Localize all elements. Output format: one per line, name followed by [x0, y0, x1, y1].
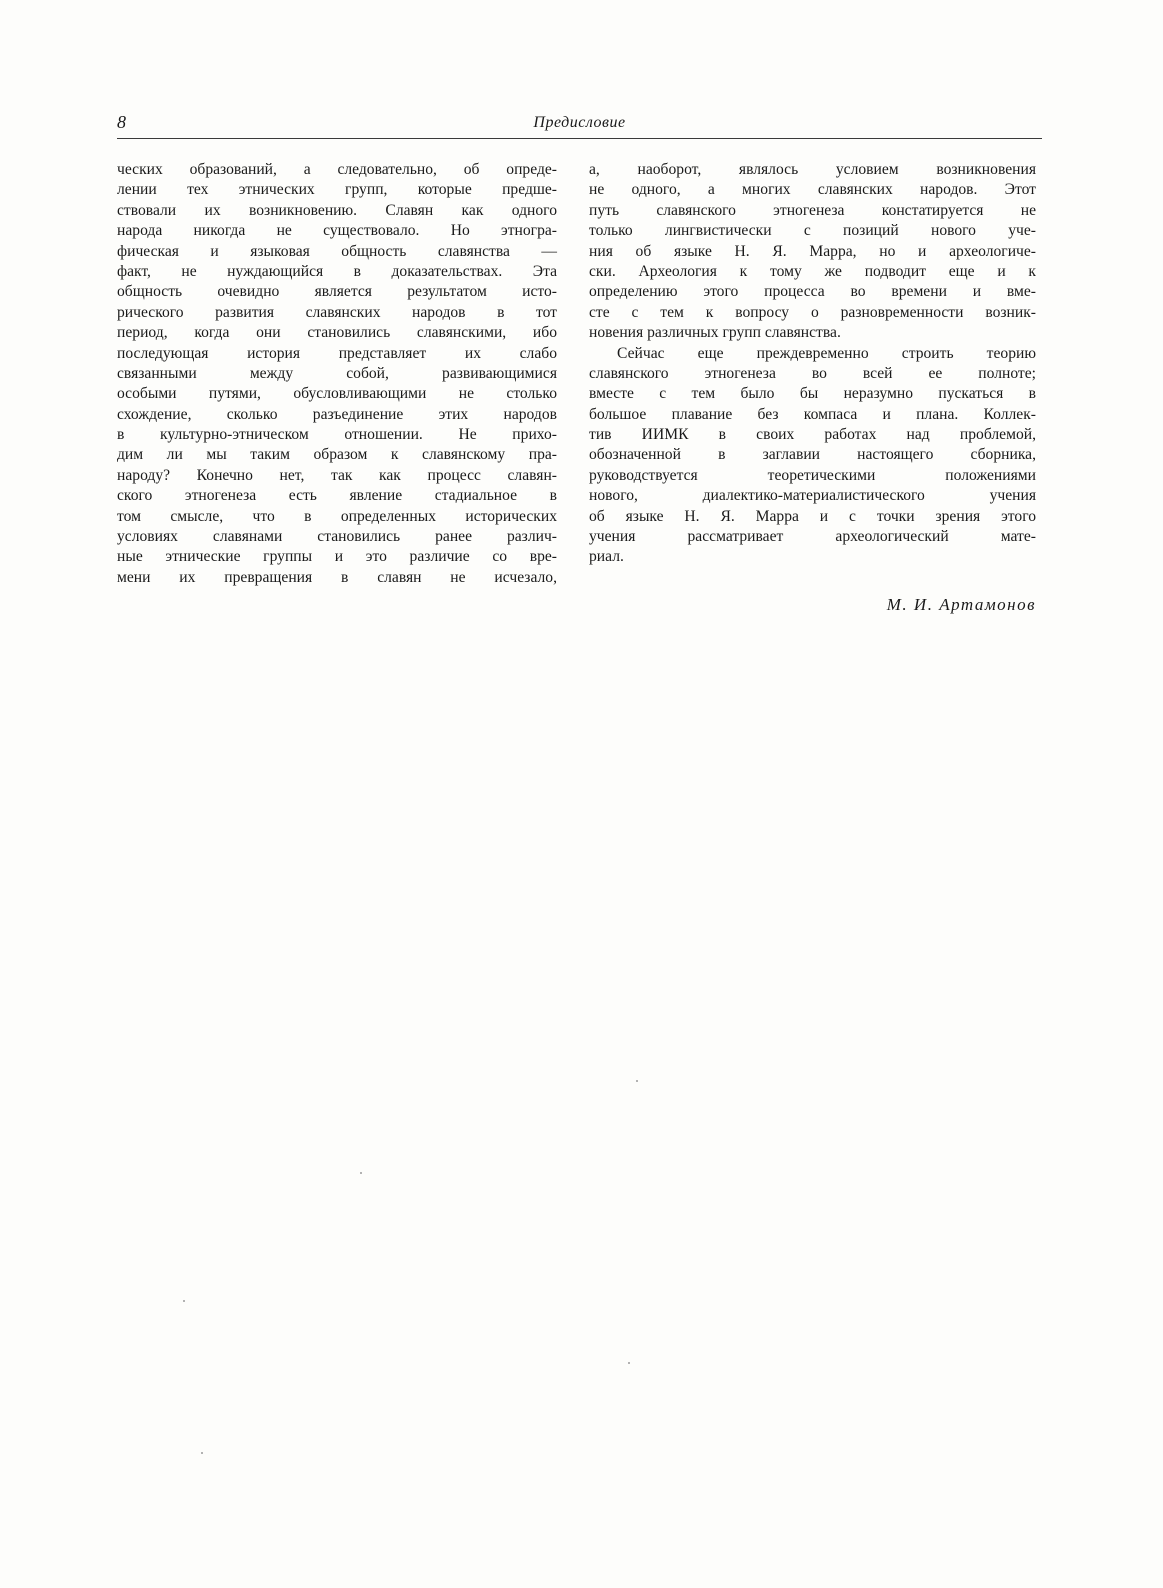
scan-speck — [201, 1452, 203, 1454]
text-line: мени их превращения в славян не исчезало, — [117, 568, 557, 586]
text-line: период, когда они становились славянскими, ибо — [117, 324, 557, 342]
text-line: тив ИИМК в своих работах над проблемой, — [589, 426, 1036, 444]
text-line: ски. Археология к тому же подводит еще и к — [589, 262, 1036, 280]
text-line: дим ли мы таким образом к славянскому пра- — [117, 446, 557, 464]
text-line: об языке Н. Я. Марра и с точки зрения этого — [589, 507, 1036, 525]
text-line: ные этнические группы и это различие со вре- — [117, 548, 557, 566]
text-line: сте с тем к вопросу о разновременности возник- — [589, 303, 1036, 321]
scan-speck — [183, 1300, 185, 1302]
scan-speck — [636, 1080, 638, 1082]
text-line: общность очевидно является результатом исто- — [117, 283, 557, 301]
text-line: в культурно-этническом отношении. Не прихо- — [117, 426, 557, 444]
text-line: факт, не нуждающийся в доказательствах. Эта — [117, 262, 557, 280]
text-line: ческих образований, а следовательно, об опреде- — [117, 161, 557, 178]
section-title: Предисловие — [533, 114, 626, 131]
text-line: особыми путями, обусловливающими не столько — [117, 385, 557, 403]
page-number: 8 — [117, 112, 126, 132]
text-line: схождение, сколько разъединение этих народов — [117, 405, 557, 423]
text-line: учения рассматривает археологический мате- — [589, 528, 1036, 546]
text-line: а, наоборот, являлось условием возникновения — [589, 161, 1036, 178]
text-line: славянского этногенеза во всей ее полноте; — [589, 364, 1036, 382]
author-signature: М. И. Артамонов — [886, 595, 1036, 614]
text-line: путь славянского этногенеза констатируется не — [589, 201, 1036, 219]
text-line: лении тех этнических групп, которые предше- — [117, 181, 557, 199]
text-line: большое плавание без компаса и плана. Коллек- — [589, 405, 1036, 423]
left-column — [117, 160, 557, 588]
paragraph — [589, 344, 1036, 568]
text-line: последующая история представляет их слабо — [117, 344, 557, 362]
text-line: рического развития славянских народов в тот — [117, 303, 557, 321]
text-line: вместе с тем было бы неразумно пускаться в — [589, 385, 1036, 403]
right-column — [589, 160, 1036, 568]
text-line: народа никогда не существовало. Но этногра- — [117, 222, 557, 240]
text-line: ния об языке Н. Я. Марра, но и археологиче- — [589, 242, 1036, 260]
text-line: связанными между собой, развивающимися — [117, 364, 557, 382]
header-rule — [117, 138, 1042, 139]
paragraph — [589, 160, 1036, 344]
text-line: Сейчас еще преждевременно строить теорию — [617, 344, 1036, 362]
text-line: обозначенной в заглавии настоящего сборника, — [589, 446, 1036, 464]
text-line: определению этого процесса во времени и вме- — [589, 283, 1036, 301]
text-line: нового, диалектико-материалистического учения — [589, 487, 1036, 505]
text-line: фическая и языковая общность славянства — — [117, 242, 557, 260]
text-line: народу? Конечно нет, так как процесс славян- — [117, 466, 557, 484]
text-line: ского этногенеза есть явление стадиальное в — [117, 487, 557, 505]
text-line: ствовали их возникновению. Славян как одного — [117, 201, 557, 219]
text-line: руководствуется теоретическими положениями — [589, 466, 1036, 484]
text-line: только лингвистически с позиций нового уче- — [589, 222, 1036, 240]
text-line: том смысле, что в определенных исторических — [117, 507, 557, 525]
text-line: условиях славянами становились ранее различ- — [117, 528, 557, 546]
scan-speck — [360, 1172, 362, 1174]
text-line: риал. — [589, 548, 624, 566]
scan-speck — [628, 1362, 630, 1364]
text-line: не одного, а многих славянских народов. Этот — [589, 181, 1036, 199]
text-line: новения различных групп славянства. — [589, 324, 841, 342]
